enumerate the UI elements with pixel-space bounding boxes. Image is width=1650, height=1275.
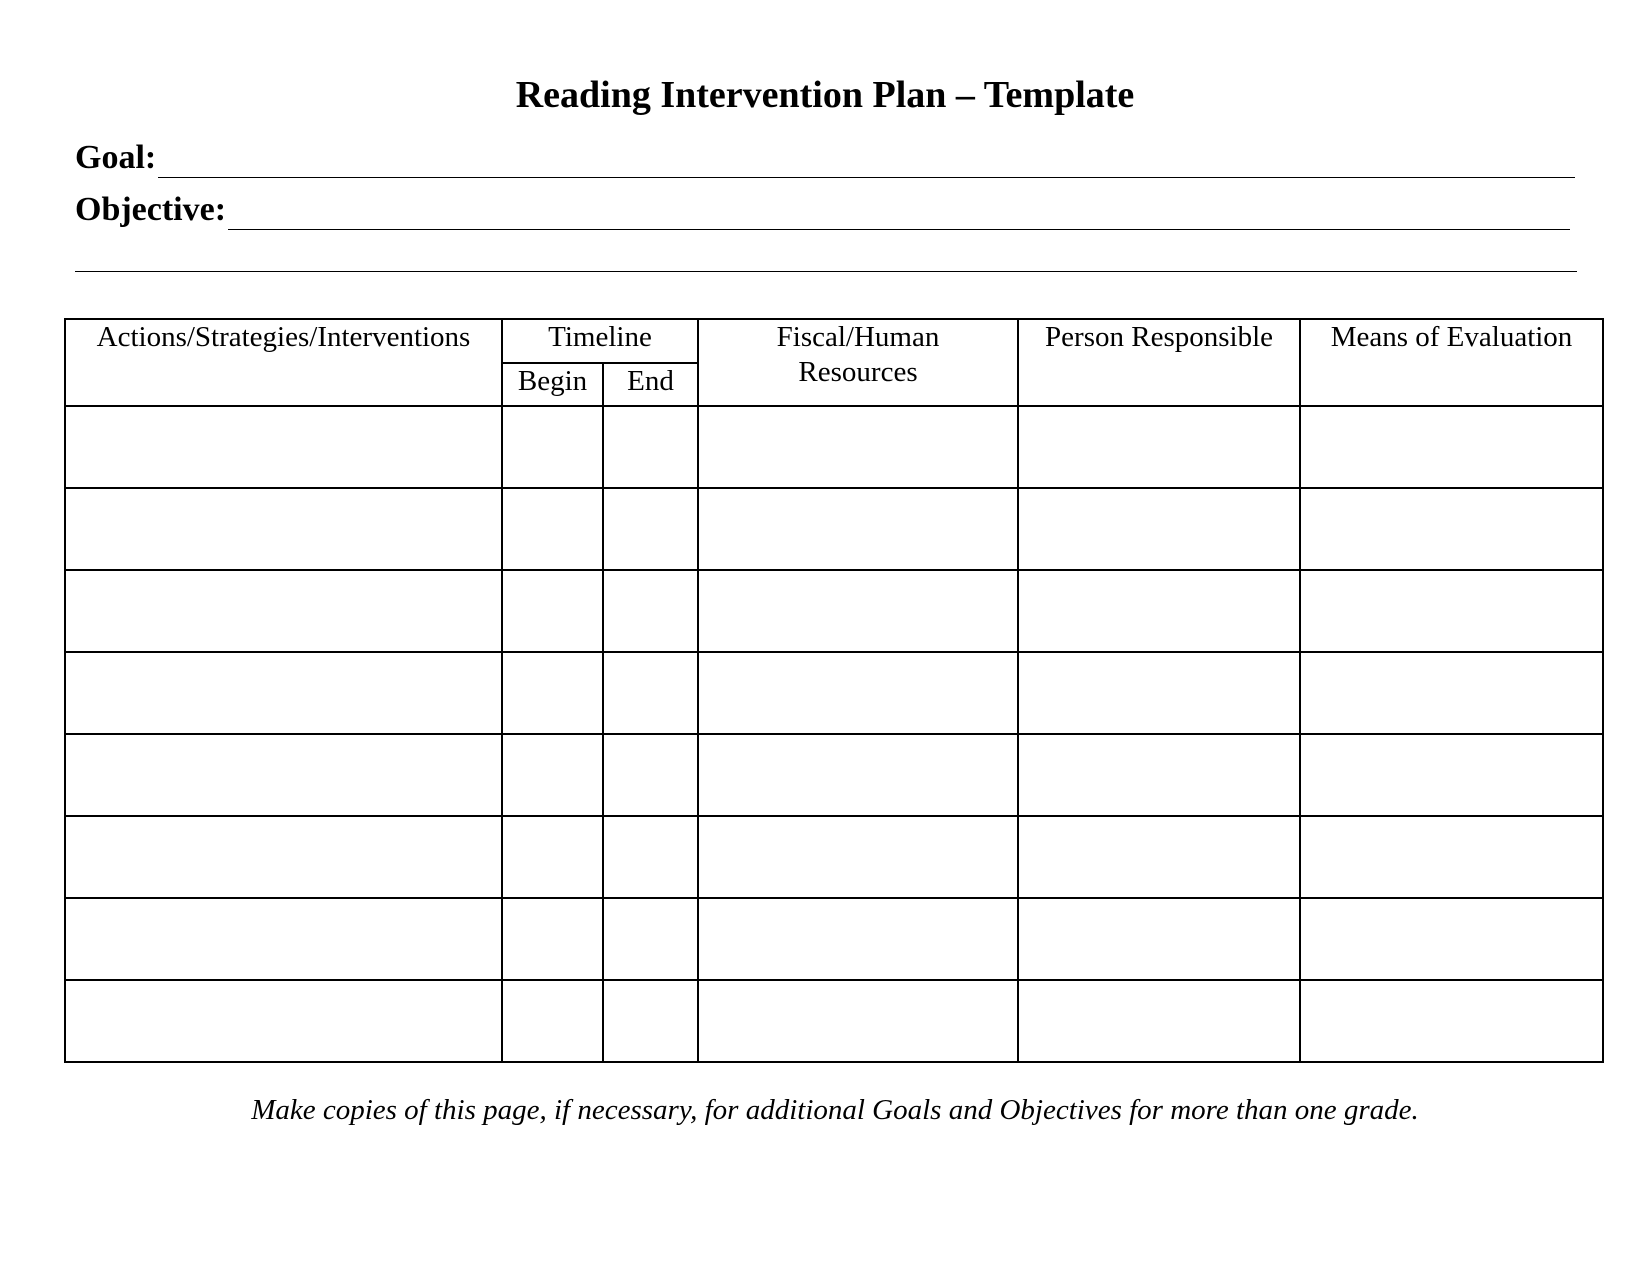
cell-actions[interactable] (65, 488, 502, 570)
cell-person-responsible[interactable] (1018, 898, 1300, 980)
cell-person-responsible[interactable] (1018, 570, 1300, 652)
header-timeline-label: Timeline (548, 321, 652, 353)
cell-fiscal-human-resources[interactable] (698, 734, 1018, 816)
cell-actions[interactable] (65, 406, 502, 488)
cell-actions[interactable] (65, 570, 502, 652)
cell-person-responsible[interactable] (1018, 734, 1300, 816)
cell-actions[interactable] (65, 734, 502, 816)
footer-note: Make copies of this page, if necessary, for additional Goals and Objectives for more than one grade. (251, 1094, 1419, 1126)
header-fiscal-line1: Fiscal/Human (776, 321, 940, 353)
cell-fiscal-human-resources[interactable] (698, 570, 1018, 652)
cell-fiscal-human-resources[interactable] (698, 406, 1018, 488)
cell-means-of-evaluation[interactable] (1300, 734, 1603, 816)
cell-person-responsible[interactable] (1018, 488, 1300, 570)
cell-end[interactable] (603, 816, 698, 898)
goal-input-line[interactable] (158, 145, 1575, 178)
cell-end[interactable] (603, 570, 698, 652)
header-person-label: Person Responsible (1045, 321, 1273, 353)
table-row (65, 570, 1603, 652)
objective-continuation-line[interactable] (75, 271, 1577, 272)
cell-actions[interactable] (65, 980, 502, 1062)
intervention-plan-table (64, 318, 1604, 1063)
goal-label: Goal: (75, 139, 157, 176)
goal-field[interactable] (75, 138, 1575, 178)
cell-fiscal-human-resources[interactable] (698, 816, 1018, 898)
cell-actions[interactable] (65, 816, 502, 898)
cell-begin[interactable] (502, 980, 603, 1062)
header-actions (65, 319, 502, 406)
cell-person-responsible[interactable] (1018, 980, 1300, 1062)
cell-begin[interactable] (502, 652, 603, 734)
table-row (65, 652, 1603, 734)
cell-person-responsible[interactable] (1018, 816, 1300, 898)
table-body (65, 406, 1603, 1062)
cell-means-of-evaluation[interactable] (1300, 816, 1603, 898)
cell-begin[interactable] (502, 734, 603, 816)
table-row (65, 406, 1603, 488)
header-fiscal-human-resources (698, 319, 1018, 406)
cell-end[interactable] (603, 980, 698, 1062)
header-actions-label: Actions/Strategies/Interventions (96, 321, 471, 353)
cell-begin[interactable] (502, 406, 603, 488)
header-end (603, 363, 698, 406)
cell-person-responsible[interactable] (1018, 406, 1300, 488)
table-row (65, 898, 1603, 980)
cell-means-of-evaluation[interactable] (1300, 980, 1603, 1062)
cell-begin[interactable] (502, 570, 603, 652)
header-begin-label: Begin (517, 365, 588, 397)
cell-means-of-evaluation[interactable] (1300, 570, 1603, 652)
cell-begin[interactable] (502, 898, 603, 980)
cell-fiscal-human-resources[interactable] (698, 898, 1018, 980)
cell-person-responsible[interactable] (1018, 652, 1300, 734)
cell-fiscal-human-resources[interactable] (698, 652, 1018, 734)
table-row (65, 734, 1603, 816)
objective-label: Objective: (75, 191, 227, 228)
header-means-of-evaluation (1300, 319, 1603, 406)
cell-begin[interactable] (502, 488, 603, 570)
cell-end[interactable] (603, 652, 698, 734)
table-row (65, 980, 1603, 1062)
cell-end[interactable] (603, 734, 698, 816)
cell-end[interactable] (603, 488, 698, 570)
header-end-label: End (627, 365, 674, 397)
header-begin (502, 363, 603, 406)
cell-fiscal-human-resources[interactable] (698, 488, 1018, 570)
header-timeline (502, 319, 698, 363)
header-person-responsible (1018, 319, 1300, 406)
cell-means-of-evaluation[interactable] (1300, 406, 1603, 488)
cell-fiscal-human-resources[interactable] (698, 980, 1018, 1062)
objective-field[interactable] (75, 190, 1570, 230)
cell-end[interactable] (603, 898, 698, 980)
table-row (65, 488, 1603, 570)
cell-means-of-evaluation[interactable] (1300, 488, 1603, 570)
cell-actions[interactable] (65, 652, 502, 734)
cell-means-of-evaluation[interactable] (1300, 652, 1603, 734)
header-means-label: Means of Evaluation (1330, 321, 1573, 353)
page-title: Reading Intervention Plan – Template (515, 74, 1135, 116)
header-fiscal-line2: Resources (798, 356, 918, 388)
table-row (65, 816, 1603, 898)
objective-input-line[interactable] (228, 197, 1570, 230)
cell-end[interactable] (603, 406, 698, 488)
cell-means-of-evaluation[interactable] (1300, 898, 1603, 980)
cell-begin[interactable] (502, 816, 603, 898)
cell-actions[interactable] (65, 898, 502, 980)
